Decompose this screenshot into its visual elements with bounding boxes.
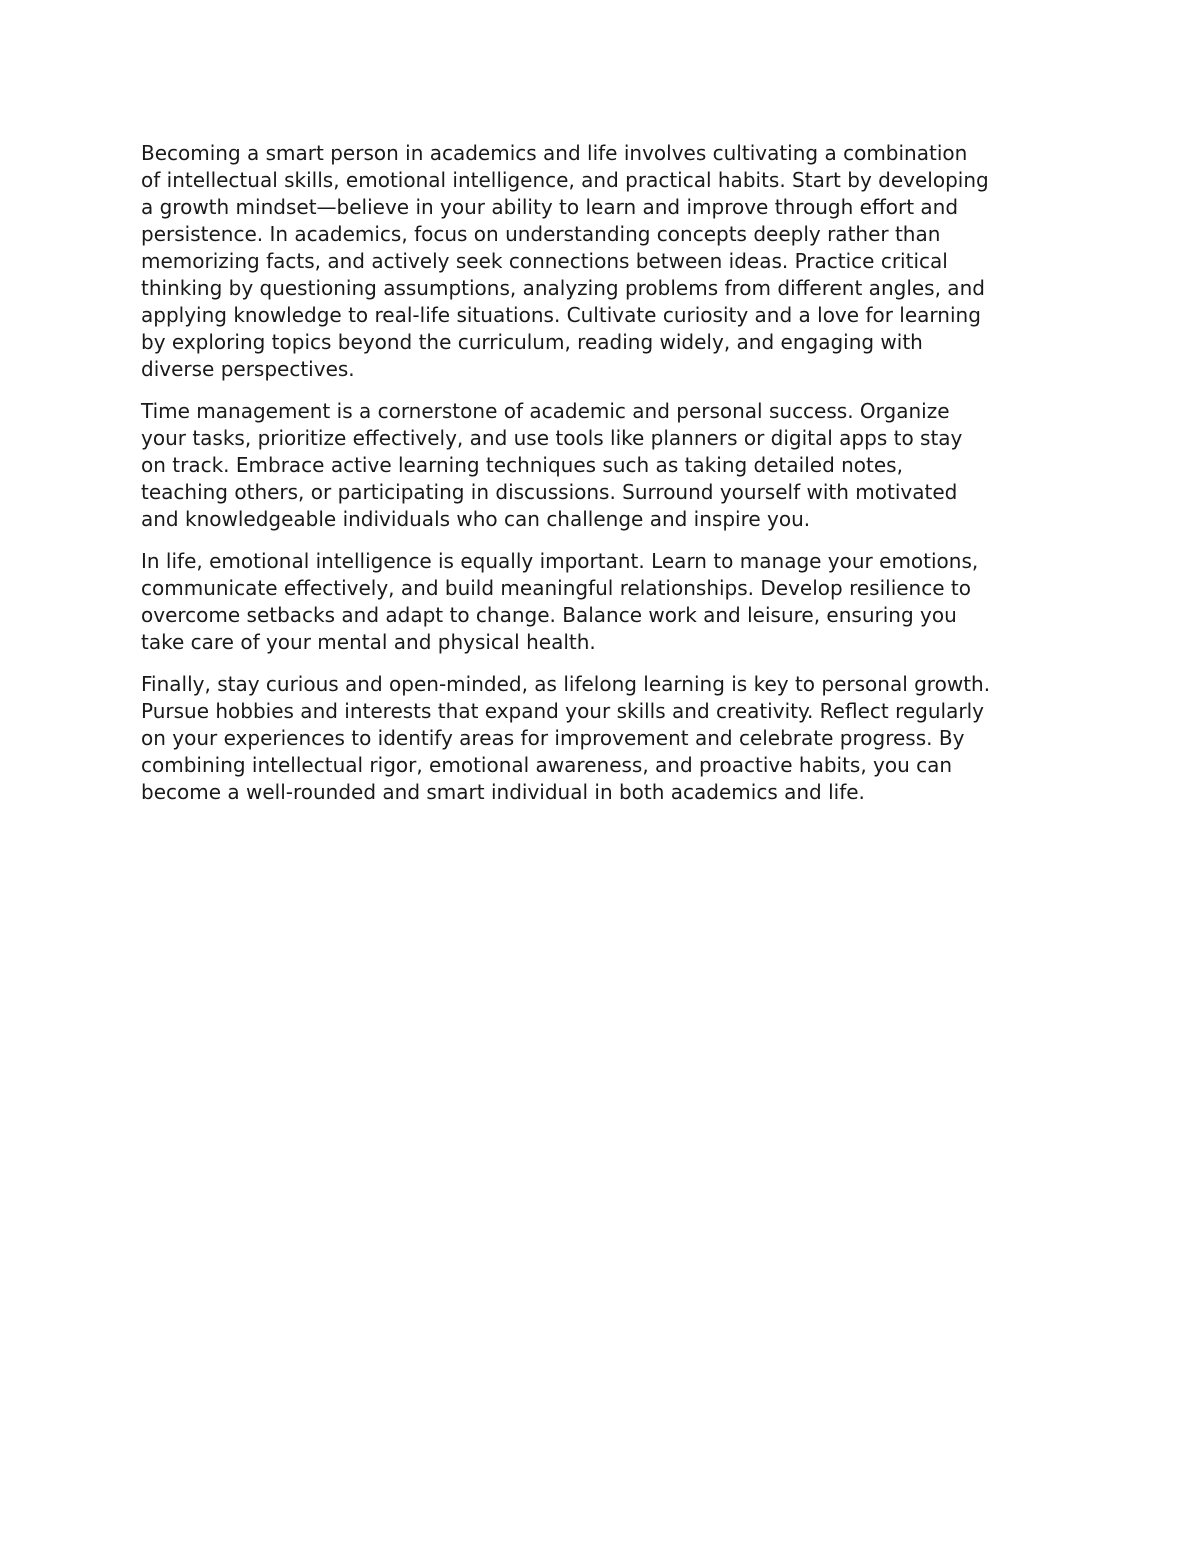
text-line: a growth mindset—believe in your ability to learn and improve through effort and (141, 195, 959, 219)
text-line: In life, emotional intelligence is equally important. Learn to manage your emotions, (141, 549, 979, 573)
text-line: on your experiences to identify areas for improvement and celebrate progress. By (141, 726, 965, 750)
text-line: and knowledgeable individuals who can challenge and inspire you. (141, 507, 811, 531)
text-line: diverse perspectives. (141, 357, 355, 381)
text-line: Finally, stay curious and open-minded, as lifelong learning is key to personal growth. (141, 672, 991, 696)
text-line: Time management is a cornerstone of academic and personal success. Organize (141, 399, 950, 423)
text-line: applying knowledge to real-life situations. Cultivate curiosity and a love for learning (141, 303, 981, 327)
text-line: Becoming a smart person in academics and life involves cultivating a combination (141, 141, 968, 165)
text-line: of intellectual skills, emotional intelligence, and practical habits. Start by developing (141, 168, 989, 192)
text-line: Pursue hobbies and interests that expand your skills and creativity. Reflect regularly (141, 699, 984, 723)
text-line: teaching others, or participating in discussions. Surround yourself with motivated (141, 480, 958, 504)
text-line: on track. Embrace active learning techniques such as taking detailed notes, (141, 453, 903, 477)
paragraph-3 (141, 548, 1066, 656)
text-line: your tasks, prioritize effectively, and use tools like planners or digital apps to stay (141, 426, 963, 450)
text-line: thinking by questioning assumptions, analyzing problems from different angles, and (141, 276, 985, 300)
text-line: take care of your mental and physical health. (141, 630, 596, 654)
text-line: become a well-rounded and smart individual in both academics and life. (141, 780, 865, 804)
text-line: persistence. In academics, focus on understanding concepts deeply rather than (141, 222, 941, 246)
document-body (141, 140, 1066, 821)
text-line: overcome setbacks and adapt to change. Balance work and leisure, ensuring you (141, 603, 957, 627)
paragraph-2 (141, 398, 1066, 533)
text-line: memorizing facts, and actively seek connections between ideas. Practice critical (141, 249, 948, 273)
paragraph-1 (141, 140, 1066, 383)
text-line: communicate effectively, and build meaningful relationships. Develop resilience to (141, 576, 971, 600)
paragraph-4 (141, 671, 1066, 806)
text-line: by exploring topics beyond the curriculum, reading widely, and engaging with (141, 330, 923, 354)
text-line: combining intellectual rigor, emotional awareness, and proactive habits, you can (141, 753, 953, 777)
